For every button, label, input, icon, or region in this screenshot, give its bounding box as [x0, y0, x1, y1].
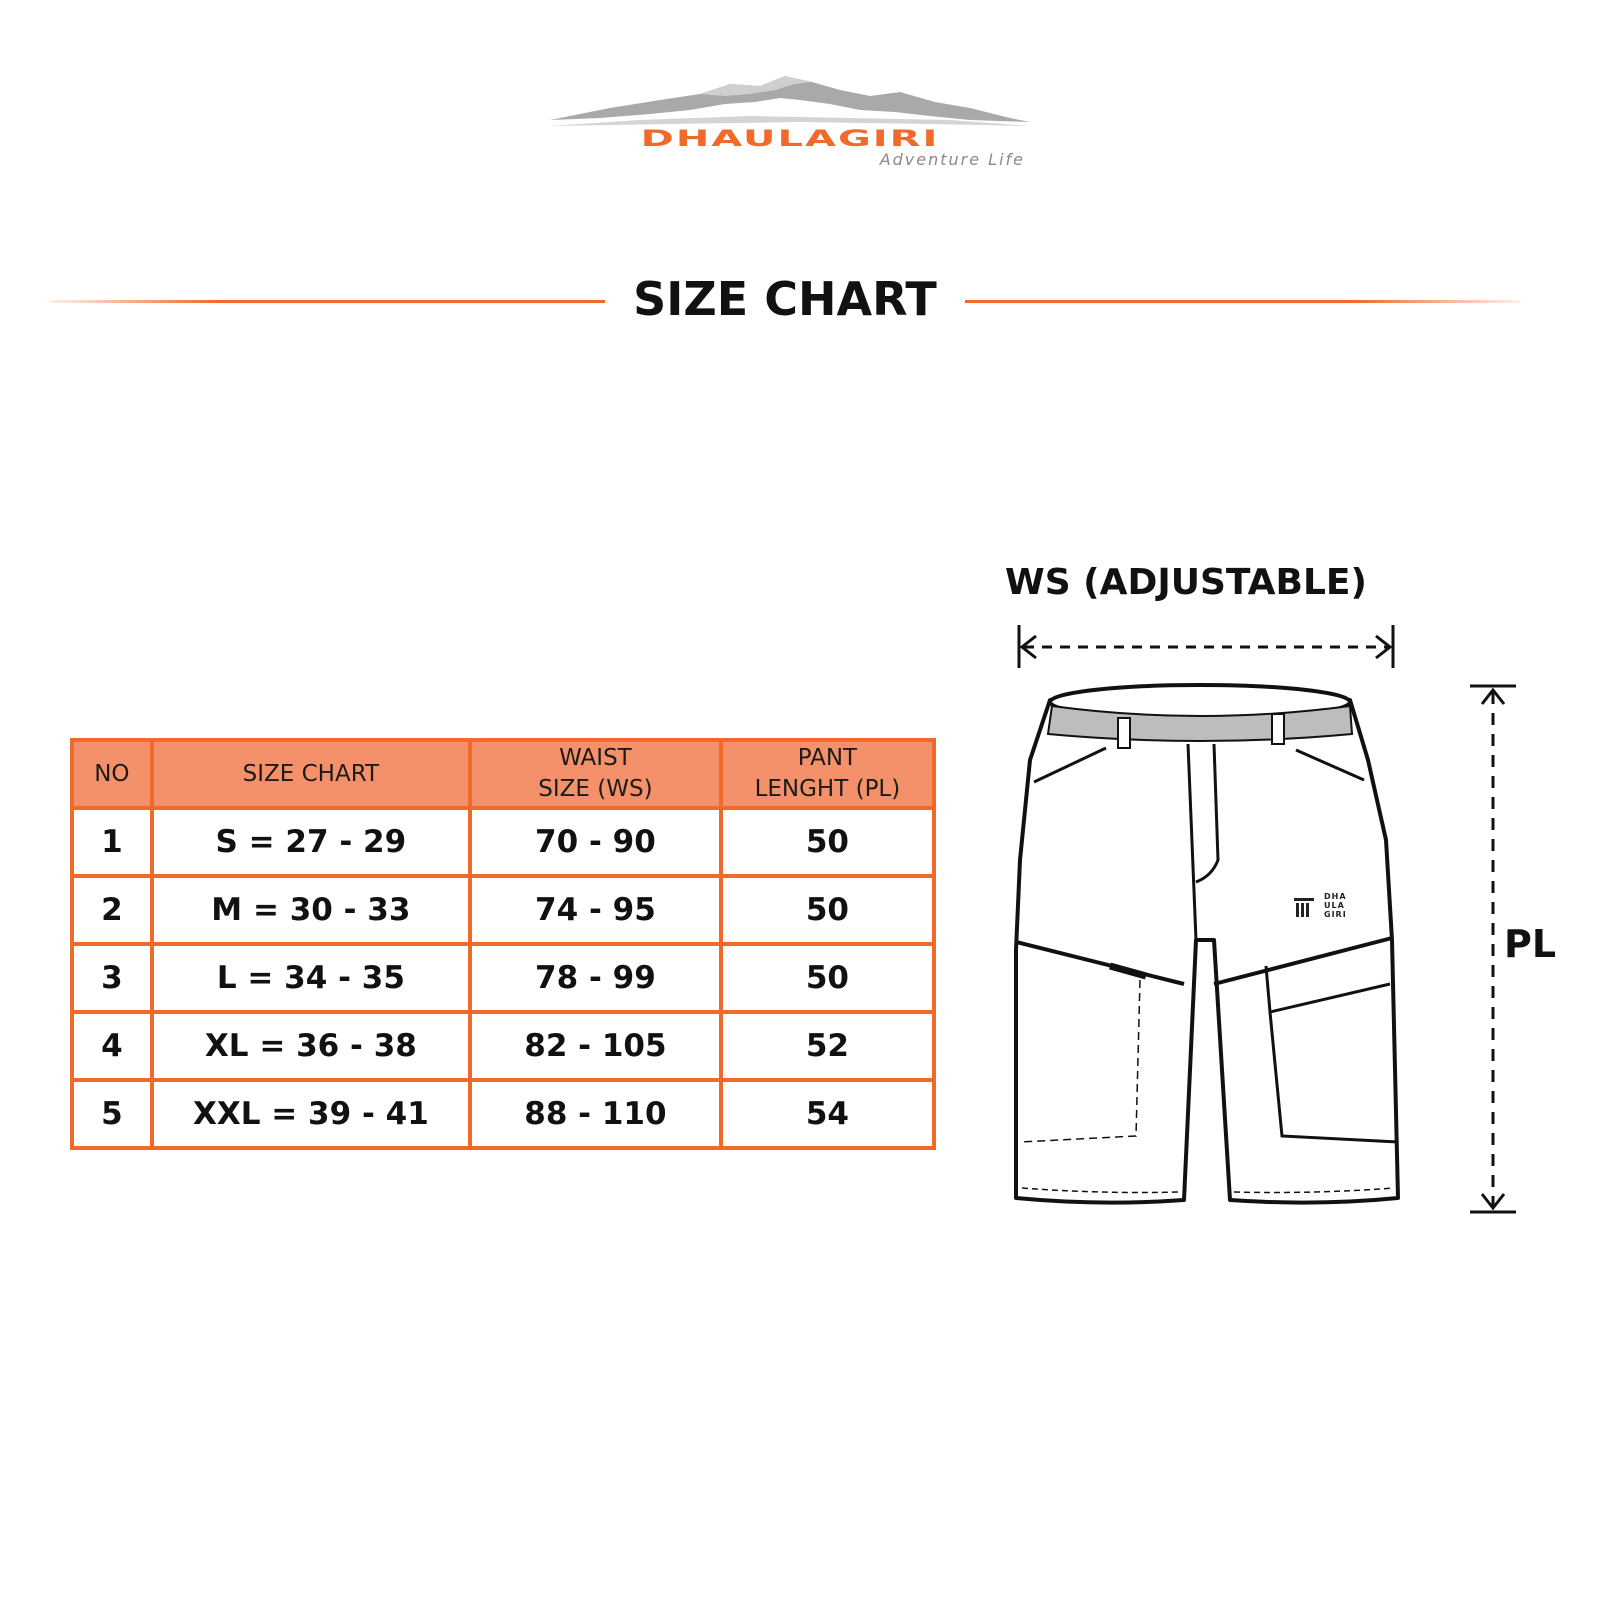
- brand-wordmark: DHAULAGIRI: [640, 126, 940, 152]
- header-no-label: NO: [94, 760, 130, 787]
- cell-waist: 70 - 90: [470, 808, 721, 876]
- pant-length-label: PL: [1504, 922, 1557, 966]
- header-waist-line1: WAIST: [559, 745, 632, 771]
- garment-badge-line1: DHA: [1324, 892, 1347, 901]
- cell-no: 4: [72, 1012, 152, 1080]
- cell-pant: 54: [721, 1080, 934, 1148]
- cell-pant: 50: [721, 944, 934, 1012]
- garment-badge-line2: ULA: [1324, 901, 1345, 910]
- cell-waist: 88 - 110: [470, 1080, 721, 1148]
- cell-size: XXL = 39 - 41: [152, 1080, 470, 1148]
- cell-waist: 78 - 99: [470, 944, 721, 1012]
- belt-loop-left: [1118, 718, 1130, 748]
- cell-waist: 74 - 95: [470, 876, 721, 944]
- cell-pant: 50: [721, 808, 934, 876]
- cell-no: 1: [72, 808, 152, 876]
- cell-size: M = 30 - 33: [152, 876, 470, 944]
- cell-no: 2: [72, 876, 152, 944]
- waist-dimension-arrow: [1019, 625, 1393, 668]
- page-title: SIZE CHART: [633, 272, 937, 326]
- cell-size: XL = 36 - 38: [152, 1012, 470, 1080]
- cell-pant: 52: [721, 1012, 934, 1080]
- cell-size: S = 27 - 29: [152, 808, 470, 876]
- cell-no: 3: [72, 944, 152, 1012]
- cell-no: 5: [72, 1080, 152, 1148]
- length-dimension-arrow: [1470, 686, 1516, 1212]
- waist-size-label: WS (ADJUSTABLE): [1005, 562, 1367, 603]
- header-waist-line2: SIZE (WS): [538, 776, 653, 802]
- header-size-label: SIZE CHART: [242, 760, 380, 787]
- cell-size: L = 34 - 35: [152, 944, 470, 1012]
- cell-waist: 82 - 105: [470, 1012, 721, 1080]
- garment-badge: [1324, 892, 1347, 919]
- cell-pant: 50: [721, 876, 934, 944]
- header-pant-line2: LENGHT (PL): [754, 776, 901, 802]
- header-pant-line1: PANT: [797, 745, 858, 771]
- garment-badge-line3: GIRI: [1324, 910, 1347, 919]
- brand-tagline: Adventure Life: [879, 150, 1025, 169]
- belt-loop-right: [1272, 714, 1284, 744]
